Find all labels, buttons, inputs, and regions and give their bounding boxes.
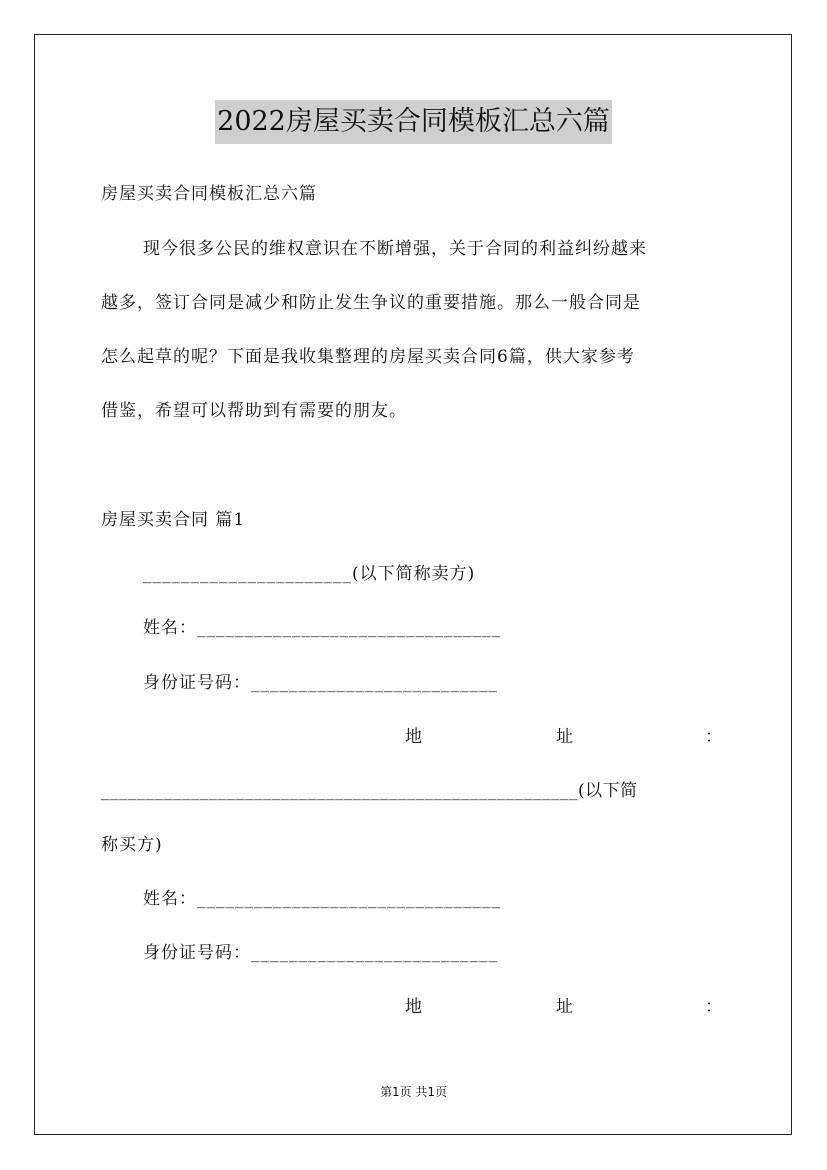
intro-line-1: 现今很多公民的维权意识在不断增强，关于合同的利益纠纷越来 [143,239,647,259]
buyer-addr-char-3: ： [705,997,722,1017]
document-subtitle: 房屋买卖合同模板汇总六篇 [101,184,317,204]
seller-name-blank: ________________________________ [197,618,501,638]
seller-id-line [143,671,498,695]
buyer-id-line [143,941,498,965]
buyer-id-blank: __________________________ [251,943,498,963]
buyer-suffix-start: (以下简 [578,781,638,801]
title-container [0,100,827,144]
buyer-name-blank: ________________________________ [197,889,501,909]
buyer-addr-char-1: 地 [405,997,422,1017]
page-footer: 第1页 共1页 [379,1085,448,1099]
seller-line [143,562,475,586]
seller-suffix: (以下简称卖方) [352,564,476,584]
buyer-addr-char-2: 址 [556,997,573,1017]
section-heading: 房屋买卖合同 篇1 [101,510,246,530]
buyer-address-line [101,995,726,1019]
seller-addr-char-2: 址 [556,727,573,747]
document-title: 2022房屋买卖合同模板汇总六篇 [215,100,612,144]
intro-line-4: 借鉴，希望可以帮助到有需要的朋友。 [101,401,407,421]
seller-addr-char-3: ： [705,727,722,747]
buyer-name-label: 姓名： [143,889,197,909]
buyer-name-line [143,887,501,911]
intro-line-2: 越多，签订合同是减少和防止发生争议的重要措施。那么一般合同是 [101,293,641,313]
intro-line-3: 怎么起草的呢？下面是我收集整理的房屋买卖合同6篇，供大家参考 [101,347,635,367]
seller-name-line [143,616,501,640]
buyer-id-label: 身份证号码： [143,943,251,963]
seller-blank: ______________________ [143,564,352,584]
seller-id-label: 身份证号码： [143,673,251,693]
seller-name-label: 姓名： [143,618,197,638]
seller-addr-char-1: 地 [405,727,422,747]
seller-id-blank: __________________________ [251,673,498,693]
buyer-addr-blank: _____________________________________________________ [101,781,578,801]
seller-address-line [101,725,726,749]
buyer-suffix-end: 称买方) [101,835,163,855]
buyer-address-blank-line [101,779,638,803]
